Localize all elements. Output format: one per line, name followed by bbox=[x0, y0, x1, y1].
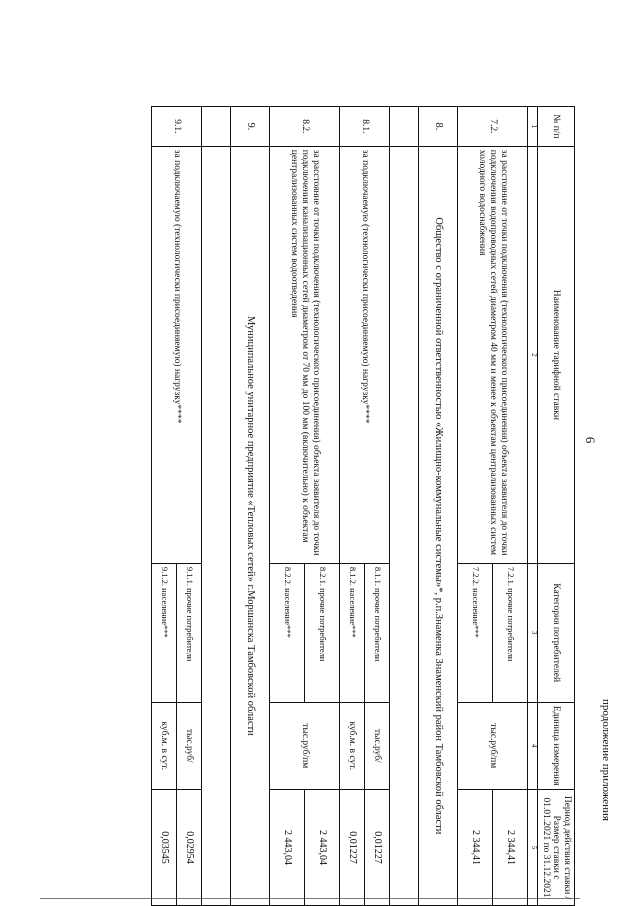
row-number: 7.2. bbox=[458, 107, 528, 147]
consumer-category: 8.2.1. прочие потребители bbox=[305, 563, 340, 702]
consumer-category: 7.2.2. население*** bbox=[458, 563, 493, 702]
section-row bbox=[202, 107, 231, 906]
tariff-name: за расстояние от точки подключения (технологического присоединения) объекта заявителя до точки подключения водопроводных сетей диаметром 40 мм и менее к объектам централизованных систем холодного водоснабжения bbox=[458, 146, 528, 563]
consumer-category: 8.2.2. население*** bbox=[270, 563, 305, 702]
index-cell: 3 bbox=[528, 563, 538, 702]
index-cell: 4 bbox=[528, 702, 538, 790]
organization-name: Общество с ограниченной ответственностью «Жилищно-коммунальные системы»*, р.п.Знаменка Знаменский район Тамбовской области bbox=[419, 146, 458, 905]
rate-value: 2 344,41 bbox=[458, 790, 493, 906]
header-name: Наименование тарифной ставки bbox=[538, 146, 575, 563]
section-title bbox=[390, 146, 419, 905]
header-number: № п/п bbox=[538, 107, 575, 147]
consumer-category: 8.1.2. население*** bbox=[340, 563, 365, 702]
rate-value: 0,01227 bbox=[365, 790, 390, 906]
rotated-tariff-table bbox=[117, 106, 575, 906]
row-number: 9.1. bbox=[152, 107, 202, 147]
unit-cell: куб.м. в сут. bbox=[340, 702, 365, 790]
index-cell: 5 bbox=[528, 790, 538, 906]
rate-value: 0,02954 bbox=[177, 790, 202, 906]
unit-cell: тыс.руб/пм bbox=[270, 702, 340, 790]
organization-row bbox=[419, 107, 458, 906]
row-number: 8.1. bbox=[340, 107, 390, 147]
tariff-name: за подключаемую (технологически присоединяемую) нагрузку**** bbox=[340, 146, 390, 563]
header-unit: Единица измерения bbox=[538, 702, 575, 790]
header-category: Категория потребителей bbox=[538, 563, 575, 702]
tariff-table bbox=[151, 106, 575, 906]
rate-value: 2 443,04 bbox=[270, 790, 305, 906]
unit-cell: тыс.руб/пм bbox=[458, 702, 528, 790]
table-row bbox=[493, 107, 528, 906]
unit-cell: куб.м. в сут. bbox=[152, 702, 177, 790]
row-number: 8.2. bbox=[270, 107, 340, 147]
page-number: 6 bbox=[583, 436, 598, 444]
section-row bbox=[390, 107, 419, 906]
table-row bbox=[177, 107, 202, 906]
row-number: 9. bbox=[231, 107, 270, 147]
consumer-category: 9.1.1. прочие потребители bbox=[177, 563, 202, 702]
table-row bbox=[365, 107, 390, 906]
index-cell: 1 bbox=[528, 107, 538, 147]
section-title bbox=[202, 146, 231, 905]
rate-value: 2 443,04 bbox=[305, 790, 340, 906]
rate-value: 0,03545 bbox=[152, 790, 177, 906]
tariff-name: за расстояние от точки подключения (технологического присоединения) объекта заявителя до точки подключения канализационных сетей диаметром от 70 мм до 100 мм (включительно) к объектам централизованных систем водоотведения bbox=[270, 146, 340, 563]
index-cell: 2 bbox=[528, 146, 538, 563]
index-row bbox=[528, 107, 538, 906]
header-row bbox=[538, 107, 575, 906]
continuation-note: продолжение приложения bbox=[600, 699, 612, 821]
unit-cell: тыс.руб/ bbox=[365, 702, 390, 790]
consumer-category: 7.2.1. прочие потребители bbox=[493, 563, 528, 702]
unit-cell: тыс.руб/ bbox=[177, 702, 202, 790]
rate-value: 2 344,41 bbox=[493, 790, 528, 906]
tariff-name: за подключаемую (технологически присоединяемую) нагрузку**** bbox=[152, 146, 202, 563]
rate-value: 0,01227 bbox=[340, 790, 365, 906]
header-period: Период действия ставки /Размер ставки с 01.01.2021 по 31.12.2021 bbox=[538, 790, 575, 906]
row-number: 8. bbox=[419, 107, 458, 147]
organization-name: Муниципальное унитарное предприятие «Тепловых сетей» г.Моршанска Тамбовской области bbox=[231, 146, 270, 905]
table-row bbox=[305, 107, 340, 906]
organization-row bbox=[231, 107, 270, 906]
consumer-category: 8.1.1. прочие потребители bbox=[365, 563, 390, 702]
consumer-category: 9.1.2. население*** bbox=[152, 563, 177, 702]
